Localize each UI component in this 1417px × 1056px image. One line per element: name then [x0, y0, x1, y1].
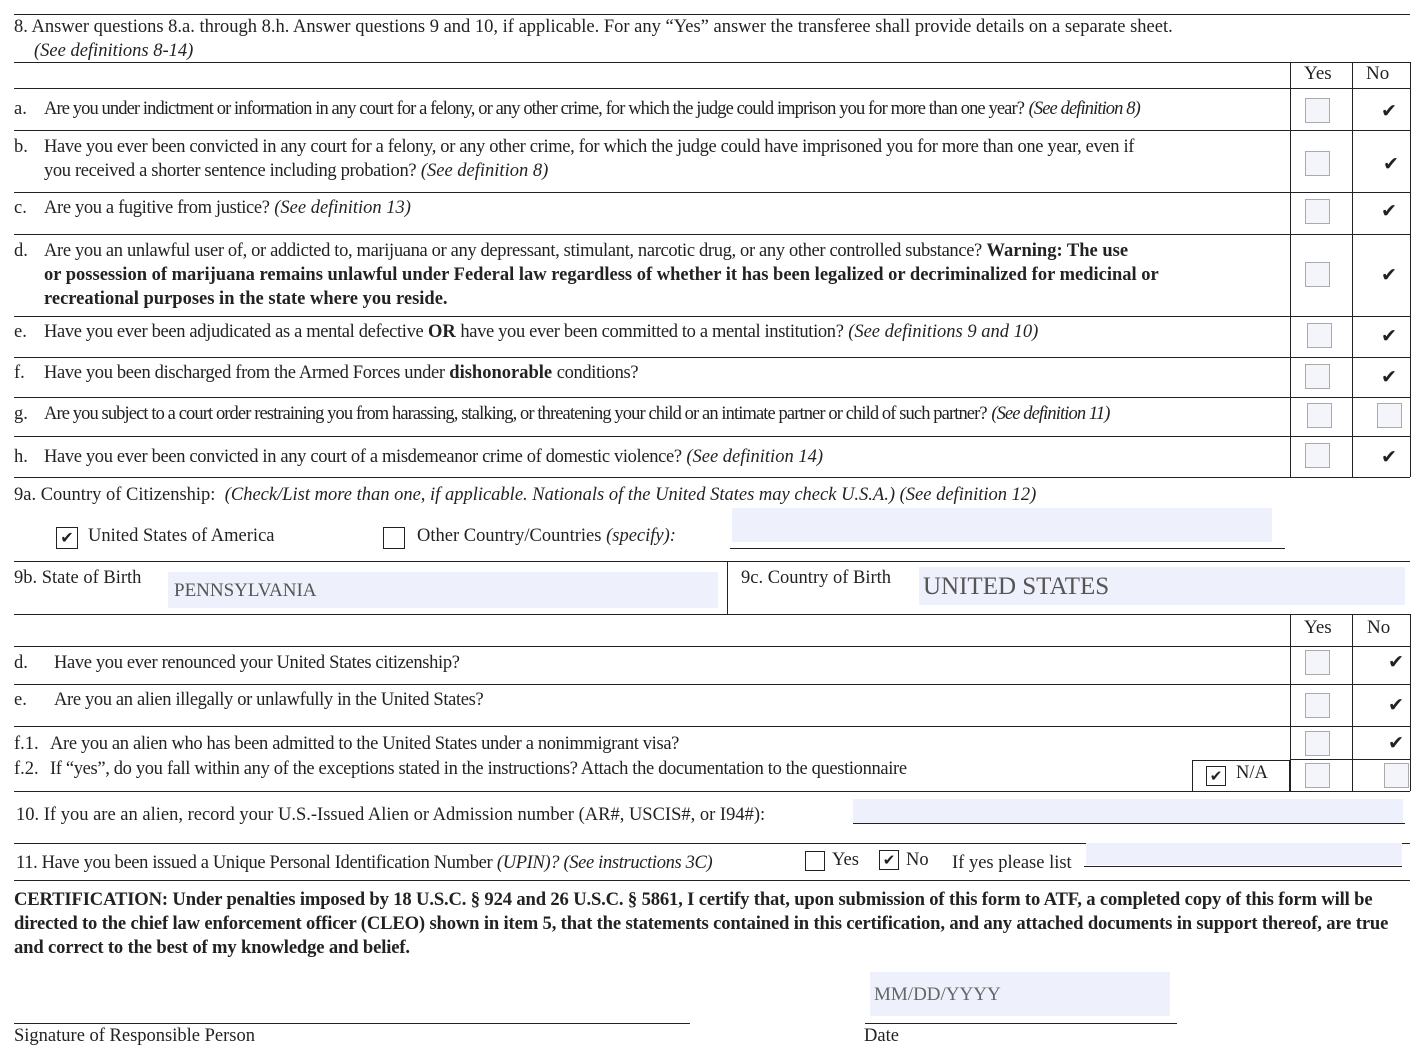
- q8f-yes-checkbox[interactable]: [1305, 364, 1330, 389]
- question-9f1: f.1. Are you an alien who has been admitted to the United States under a nonimmigrant visa?: [14, 734, 680, 754]
- certification-text: CERTIFICATION: Under penalties imposed by 18 U.S.C. § 924 and 26 U.S.C. § 5861, I certify that, upon submission of this form to ATF, a completed copy of this form will be directed to the chief law enforcement officer (CLEO) shown in item 5, that the statements contained in this certification, and any attached documents in support thereof, are true and correct to the best of my knowledge and belief.: [14, 889, 1389, 958]
- upin-yes-checkbox[interactable]: [805, 851, 825, 871]
- other-country-label: Other Country/Countries (specify):: [417, 526, 676, 546]
- q8e-no-checkmark[interactable]: ✔: [1381, 325, 1397, 347]
- question-8f: f. Have you been discharged from the Armed Forces under dishonorable conditions?: [14, 363, 639, 383]
- citizenship-label: 9a. Country of Citizenship: (Check/List more than one, if applicable. Nationals of the United States may check U.S.A.) (See definition 12): [14, 485, 1037, 505]
- question-8b: b. Have you ever been convicted in any court for a felony, or any other crime, for which the judge could have imprisoned you for more than one year, even if: [14, 137, 1135, 157]
- other-country-checkbox[interactable]: [383, 527, 405, 549]
- state-of-birth-label: 9b. State of Birth: [14, 568, 142, 588]
- signature-label: Signature of Responsible Person: [14, 1026, 255, 1046]
- q8e-yes-checkbox[interactable]: [1307, 323, 1332, 348]
- question-8b-line2: you received a shorter sentence including probation? (See definition 8): [44, 161, 549, 181]
- question-8d-warning-line2: or possession of marijuana remains unlawful under Federal law regardless of whether it has been legalized or decriminalized for medicinal or: [44, 265, 1159, 285]
- column-no-header: No: [1366, 63, 1390, 84]
- q9f2-yes-checkbox[interactable]: [1305, 763, 1330, 788]
- upin-yes-label: Yes: [832, 850, 859, 870]
- alien-number-label: 10. If you are an alien, record your U.S.-Issued Alien or Admission number (AR#, USCIS#, or I94#):: [16, 805, 766, 825]
- column-no-header-2: No: [1367, 617, 1391, 638]
- q8d-yes-checkbox[interactable]: [1305, 262, 1330, 287]
- q9e-yes-checkbox[interactable]: [1305, 693, 1330, 718]
- q9f1-no-checkmark[interactable]: ✔: [1388, 732, 1404, 754]
- usa-checkbox[interactable]: ✔: [56, 527, 78, 549]
- other-country-input[interactable]: [732, 508, 1272, 542]
- q8g-no-checkbox[interactable]: [1377, 403, 1402, 428]
- question-8e: e. Have you ever been adjudicated as a mental defective OR have you ever been committed to a mental institution? (See definitions 9 and 10): [14, 322, 1039, 342]
- question-9e: e. Are you an alien illegally or unlawfully in the United States?: [14, 690, 484, 710]
- na-label: N/A: [1236, 763, 1268, 783]
- question-9d: d. Have you ever renounced your United States citizenship?: [14, 653, 460, 673]
- question-8a: a. Are you under indictment or information in any court for a felony, or any other crime, for which the judge could imprison you for more than one year? (See definition 8): [14, 99, 1140, 119]
- q8g-yes-checkbox[interactable]: [1307, 403, 1332, 428]
- question-8h: h. Have you ever been convicted in any court of a misdemeanor crime of domestic violence? (See definition 14): [14, 447, 823, 467]
- q8c-no-checkmark[interactable]: ✔: [1381, 200, 1397, 222]
- q8a-yes-checkbox[interactable]: [1305, 98, 1330, 123]
- q8f-no-checkmark[interactable]: ✔: [1381, 366, 1397, 388]
- question-8d-warning-line3: recreational purposes in the state where you reside.: [44, 289, 448, 309]
- upin-list-input[interactable]: [1086, 843, 1402, 865]
- q8h-no-checkmark[interactable]: ✔: [1381, 446, 1397, 468]
- column-yes-header-2: Yes: [1304, 617, 1332, 638]
- upin-no-label: No: [906, 850, 929, 870]
- column-yes-header: Yes: [1304, 63, 1332, 84]
- q8h-yes-checkbox[interactable]: [1305, 443, 1330, 468]
- q8a-no-checkmark[interactable]: ✔: [1381, 100, 1397, 122]
- na-checkbox[interactable]: ✔: [1206, 766, 1226, 786]
- question-8d: d. Are you an unlawful user of, or addicted to, marijuana or any depressant, stimulant, narcotic drug, or any other controlled substance? Warning: The use: [14, 241, 1129, 261]
- question-8c: c. Are you a fugitive from justice? (See definition 13): [14, 198, 411, 218]
- q9f2-no-checkbox[interactable]: [1384, 763, 1409, 788]
- section8-definitions: (See definitions 8-14): [34, 41, 194, 61]
- question-9f2: f.2. If “yes”, do you fall within any of the exceptions stated in the instructions? Attach the documentation to the questionnaire: [14, 759, 907, 779]
- country-of-birth-label: 9c. Country of Birth: [741, 568, 892, 588]
- date-label: Date: [864, 1026, 899, 1046]
- q9f1-yes-checkbox[interactable]: [1305, 731, 1330, 756]
- alien-number-input[interactable]: [853, 799, 1403, 823]
- country-of-birth-input[interactable]: UNITED STATES: [919, 567, 1405, 605]
- upin-label: 11. Have you been issued a Unique Personal Identification Number (UPIN)? (See instructions 3C): [16, 853, 713, 873]
- upin-list-label: If yes please list: [952, 853, 1072, 873]
- q8d-no-checkmark[interactable]: ✔: [1381, 264, 1397, 286]
- question-8g: g. Are you subject to a court order restraining you from harassing, stalking, or threatening your child or an intimate partner or child of such partner? (See definition 11): [14, 404, 1110, 424]
- q9e-no-checkmark[interactable]: ✔: [1388, 694, 1404, 716]
- q9d-no-checkmark[interactable]: ✔: [1388, 651, 1404, 673]
- date-input[interactable]: MM/DD/YYYY: [870, 972, 1170, 1016]
- state-of-birth-input[interactable]: PENNSYLVANIA: [168, 572, 718, 608]
- q9d-yes-checkbox[interactable]: [1305, 650, 1330, 675]
- section8-intro: 8. Answer questions 8.a. through 8.h. Answer questions 9 and 10, if applicable. For any “Yes” answer the transferee shall provide details on a separate sheet.: [14, 17, 1173, 37]
- q8b-yes-checkbox[interactable]: [1305, 151, 1330, 176]
- q8b-no-checkmark[interactable]: ✔: [1383, 153, 1399, 175]
- q8c-yes-checkbox[interactable]: [1305, 199, 1330, 224]
- usa-label: United States of America: [88, 526, 275, 546]
- upin-no-checkbox[interactable]: ✔: [879, 850, 899, 870]
